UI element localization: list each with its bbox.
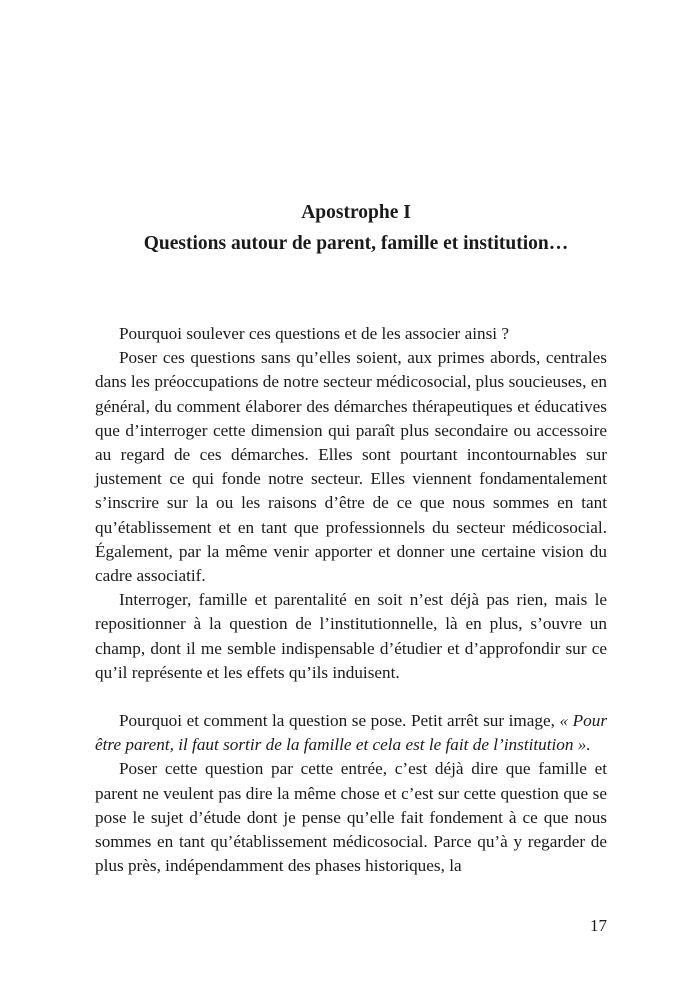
paragraph-5: Poser cette question par cette entrée, c’est déjà dire que famille et parent ne veulent pas dire la même chose et c’est sur cette question que se pose le sujet d’étude dont je pense qu’elle fait fondement à ce que nous sommes en tant qu’établissement médicosocial. Parce qu’à y regarder de plus près, indépendamment des phases historiques, la (95, 759, 607, 876)
page-number: 17 (590, 916, 607, 935)
paragraph-2: Poser ces questions sans qu’elles soient, aux primes abords, centrales dans les préoccupations de notre secteur médicosocial, plus soucieuses, en général, du comment élaborer des démarches thérapeutiques et éducatives que d’interroger cette dimension qui paraît plus secondaire ou accessoire au regard de ces démarches. Elles sont pourtant incontournables sur justement ce qui fonde notre secteur. Elles viennent fondamentalement s’inscrire sur la ou les raisons d’être de ce que nous sommes en tant qu’établissement et en tant que professionnels du secteur médicosocial. Également, par la même venir apporter et donner une certaine vision du cadre associatif. (95, 348, 607, 586)
paragraph-4-quote: « Pour être parent, il faut sortir de la famille et cela est le fait de l’institution ». (95, 711, 608, 755)
paragraph-3: Interroger, famille et parentalité en soit n’est déjà pas rien, mais le repositionner à la question de l’institutionnelle, là en plus, s’ouvre un champ, dont il me semble indispensable d’étudier et d’approfondir sur ce qu’il représente et les effets qu’ils induisent. (95, 590, 607, 682)
body-text (95, 322, 607, 878)
chapter-subtitle: Questions autour de parent, famille et institution… (143, 233, 569, 254)
chapter-title: Apostrophe I (301, 202, 411, 223)
paragraph-1: Pourquoi soulever ces questions et de les associer ainsi ? (119, 324, 509, 343)
chapter-heading (0, 197, 700, 259)
paragraph-4 (95, 709, 607, 757)
paragraph-4-intro: Pourquoi et comment la question se pose. Petit arrêt sur image, (119, 711, 555, 731)
